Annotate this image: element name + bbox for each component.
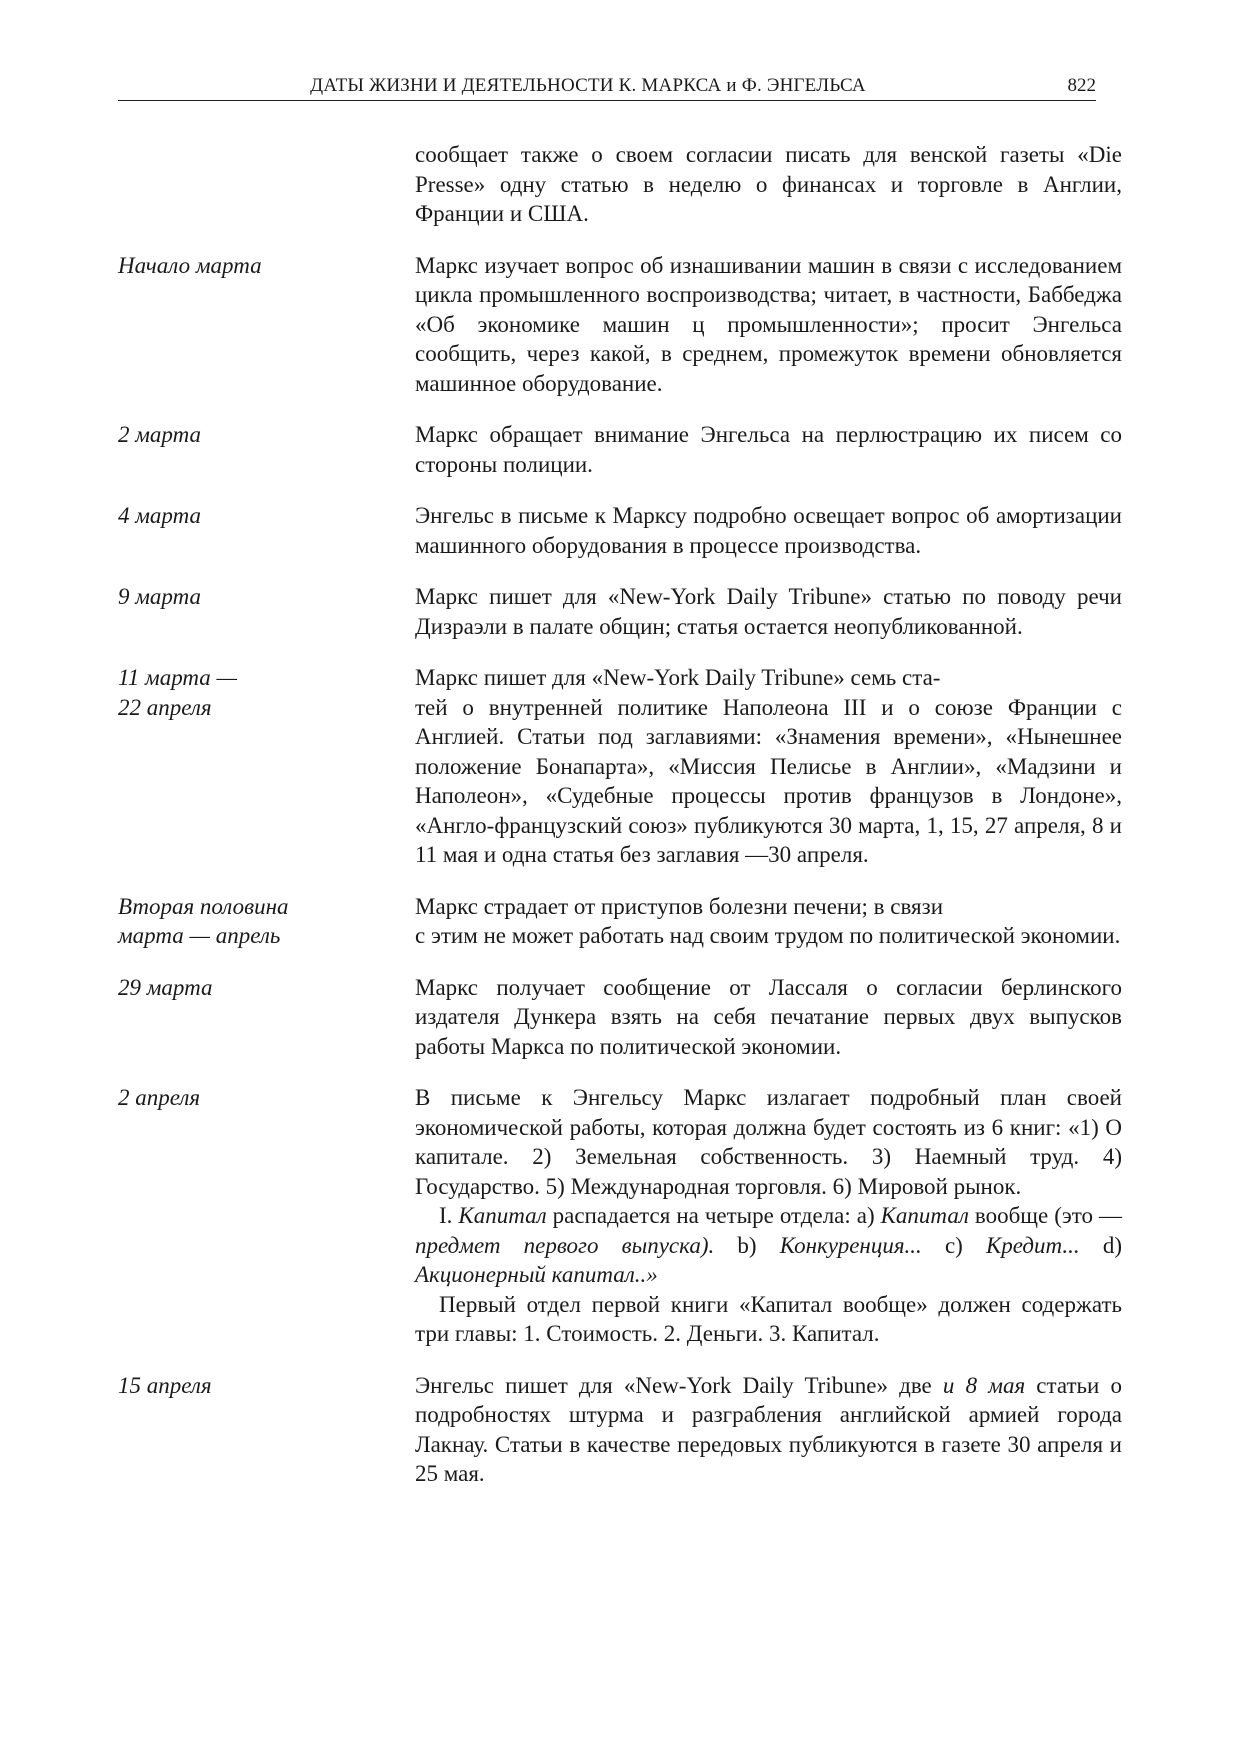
entry-text <box>415 973 1122 1062</box>
entry-paragraph <box>415 1201 1122 1290</box>
entry-text <box>415 501 1122 560</box>
text-run-italic: Акционерный капитал..» <box>415 1262 658 1287</box>
text-run: статьи о подробностях штурма и разграбления английской армией города Лакнау. Статьи в качестве передовых публикуются в газете 30 апреля и 25 мая. <box>415 1372 1122 1486</box>
chronology-entry <box>118 582 1122 641</box>
entry-date: 15 апреля <box>118 1372 212 1398</box>
chronology-entry <box>118 420 1122 479</box>
entry-paragraph: с этим не может работать над своим трудом по политической экономии. <box>415 923 1121 948</box>
entry-text <box>415 1083 1122 1349</box>
entry-date: 2 марта <box>118 422 202 447</box>
page-number: 822 <box>1067 75 1096 96</box>
chronology-entry <box>118 892 1122 951</box>
entry-paragraph <box>415 1371 1122 1489</box>
entry-date: Вторая половина марта — апрель <box>118 893 289 948</box>
entry-paragraph: Маркс изучает вопрос об изнашивании машин в связи с исследованием цикла промышленного воспроизводства; читает, в частности, Баббеджа «Об экономике машин ц промышленности»; просит Энгельса сообщить, через какой, в среднем, промежуток времени обновляется машинное оборудование. <box>415 252 1122 396</box>
entry-paragraph-lead: Маркс пишет для «New-York Daily Tribune» семь ста- <box>415 665 941 690</box>
entry-paragraph: Первый отдел первой книги «Капитал вообще» должен содержать три главы: 1. Стоимость. 2. Деньги. 3. Капитал. <box>415 1291 1122 1346</box>
chronology-entry <box>118 501 1122 560</box>
entry-date: 29 марта <box>118 974 213 1000</box>
chronology-entry <box>118 663 1122 870</box>
text-run: I. <box>439 1203 459 1228</box>
entry-text <box>415 140 1122 229</box>
text-run-italic: Капитал <box>458 1203 547 1228</box>
entry-date: 2 апреля <box>118 1085 201 1110</box>
text-run-italic: Капитал <box>880 1203 969 1228</box>
entry-text <box>415 582 1122 641</box>
entry-paragraph: Маркс пишет для «New-York Daily Tribune» статью по поводу речи Дизраэли в палате общин; статья остается неопубликованной. <box>415 584 1122 639</box>
entry-paragraph: тей о внутренней политике Наполеона III и о союзе Франции с Англией. Статьи под заглавиями: «Знамения времени», «Нынешнее положение Бонапарта», «Миссия Пелисье в Англии», «Мадзини и Наполеон», «Судебные процессы против французов в Лондоне», «Англо-французский союз» публикуются 30 марта, 1, 15, 27 апреля, 8 и 11 мая и одна статья без заглавия —30 апреля. <box>415 694 1122 867</box>
entry-paragraph-lead: Маркс страдает от приступов болезни печени; в связи <box>415 893 944 919</box>
entry-text <box>415 1371 1122 1489</box>
running-header <box>118 74 1096 101</box>
entry-date: Начало марта <box>118 252 262 278</box>
text-run-italic: Кредит... <box>985 1232 1080 1258</box>
chronology-entry <box>118 251 1122 399</box>
text-run-italic: предмет первого выпуска). <box>415 1232 715 1258</box>
text-run: Энгельс пишет для «New-York Daily Tribune» две <box>415 1372 943 1398</box>
chronology-entry <box>118 973 1122 1062</box>
text-run: вообще (это — <box>968 1203 1122 1228</box>
entry-text <box>415 892 1122 951</box>
text-run-italic: и 8 мая <box>942 1372 1026 1398</box>
text-run-italic: Конкуренция... <box>779 1232 922 1258</box>
text-run: b) <box>714 1232 780 1258</box>
entry-paragraph: сообщает также о своем согласии писать для венской газеты «Die Presse» одну статью в неделю о финансах и торговле в Англии, Франции и США. <box>415 142 1122 226</box>
entry-date: 9 марта <box>118 584 202 609</box>
entry-text <box>415 251 1122 399</box>
entry-date: 11 марта — 22 апреля <box>118 665 238 720</box>
entry-date: 4 марта <box>118 503 202 528</box>
chronology-entry <box>118 140 1122 229</box>
chronology-entry <box>118 1371 1122 1489</box>
running-title: ДАТЫ ЖИЗНИ И ДЕЯТЕЛЬНОСТИ К. МАРКСА и Ф. ЭНГЕЛЬСА <box>310 75 866 96</box>
text-run: распадается на четыре отдела: a) <box>546 1203 881 1228</box>
entry-paragraph: Энгельс в письме к Марксу подробно освещает вопрос об амортизации машинного оборудования в процессе производства. <box>415 503 1122 558</box>
entry-paragraph: Маркс обращает внимание Энгельса на перлюстрацию их писем со стороны полиции. <box>415 422 1122 477</box>
chronology-entry <box>118 1083 1122 1349</box>
text-run: d) <box>1079 1232 1122 1258</box>
entry-paragraph: В письме к Энгельсу Маркс излагает подробный план своей экономической работы, которая должна будет состоять из 6 книг: «1) О капитале. 2) Земельная собственность. 3) Наемный труд. 4) Государство. 5) Международная торговля. 6) Мировой рынок. <box>415 1085 1122 1199</box>
chronology-entries <box>118 140 1122 1511</box>
text-run: c) <box>921 1232 986 1258</box>
entry-paragraph: Маркс получает сообщение от Лассаля о согласии берлинского издателя Дункера взять на себя печатание первых двух выпусков работы Маркса по политической экономии. <box>415 974 1122 1059</box>
entry-text <box>415 420 1122 479</box>
entry-text <box>415 663 1122 870</box>
